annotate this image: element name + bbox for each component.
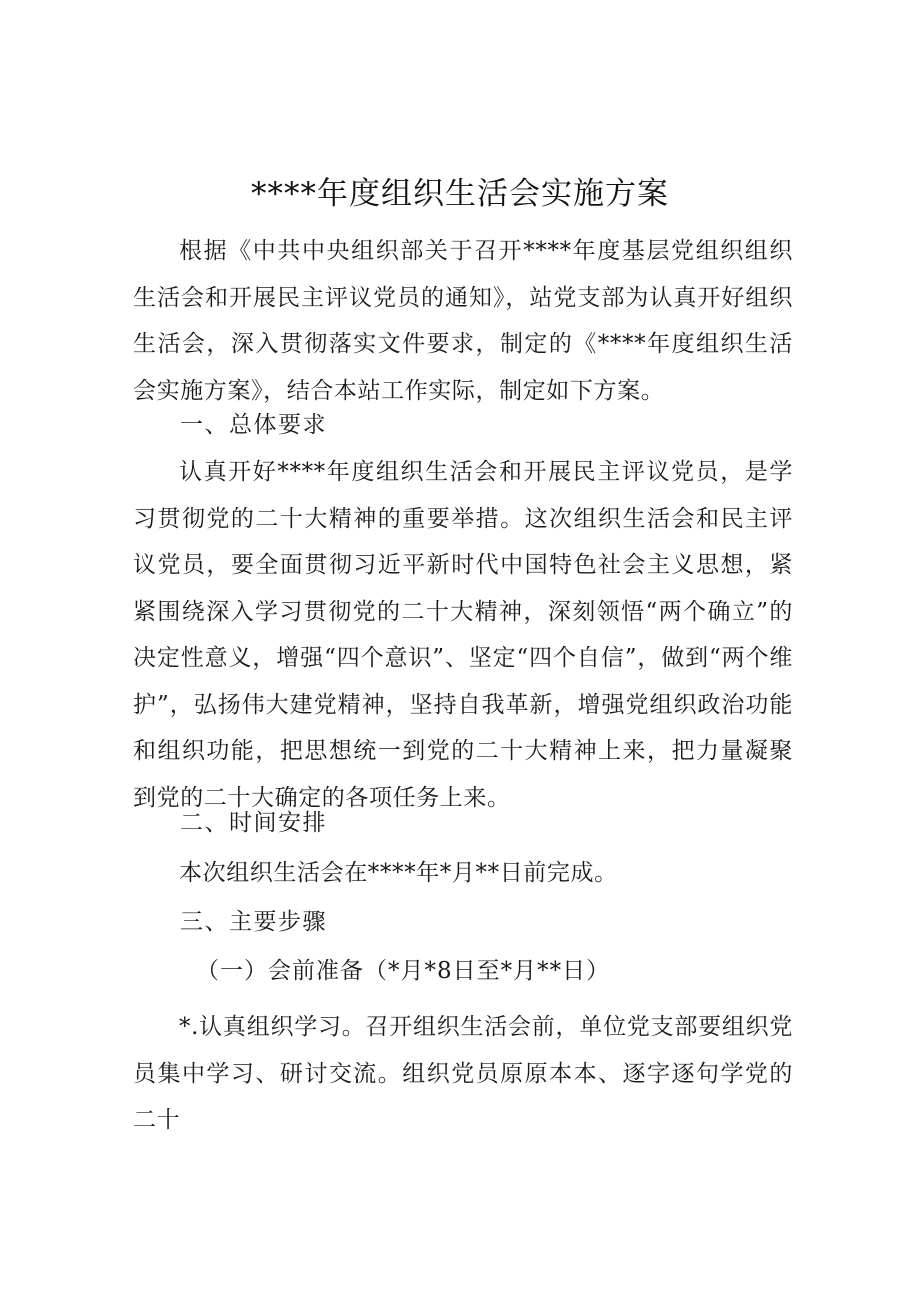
study-item-paragraph: *.认真组织学习。召开组织生活会前，单位党支部要组织党员集中学习、研讨交流。组织党员原原本本、逐字逐句学党的二十 — [133, 1014, 793, 1133]
intro-paragraph: 根据《中共中央组织部关于召开****年度基层党组织组织生活会和开展民主评议党员的通知》，站党支部为认真开好组织生活会，深入贯彻落实文件要求，制定的《****年度组织生活会实施方案》，结合本站工作实际，制定如下方案。 — [133, 238, 793, 404]
schedule-paragraph: 本次组织生活会在****年*月**日前完成。 — [179, 860, 618, 886]
overall-requirements-paragraph: 认真开好****年度组织生活会和开展民主评议党员，是学习贯彻党的二十大精神的重要举措。这次组织生活会和民主评议党员，要全面贯彻习近平新时代中国特色社会主义思想，紧紧围绕深入学习贯彻党的二十大精神，深刻领悟“两个确立”的决定性意义，增强“四个意识”、坚定“四个自信”，做到“两个维护”，弘扬伟大建党精神，坚持自我革新，增强党组织政治功能和组织功能，把思想统一到党的二十大精神上来，把力量凝聚到党的二十大确定的各项任务上来。 — [133, 459, 793, 811]
document-title: ****年度组织生活会实施方案 — [251, 176, 669, 212]
section-heading-main-steps: 三、主要步骤 — [180, 909, 327, 935]
section-heading-overall-requirements: 一、总体要求 — [180, 412, 327, 438]
subheading-pre-meeting-preparation: （一）会前准备（*月*8日至*月**日） — [196, 958, 611, 984]
section-heading-schedule: 二、时间安排 — [180, 810, 327, 836]
